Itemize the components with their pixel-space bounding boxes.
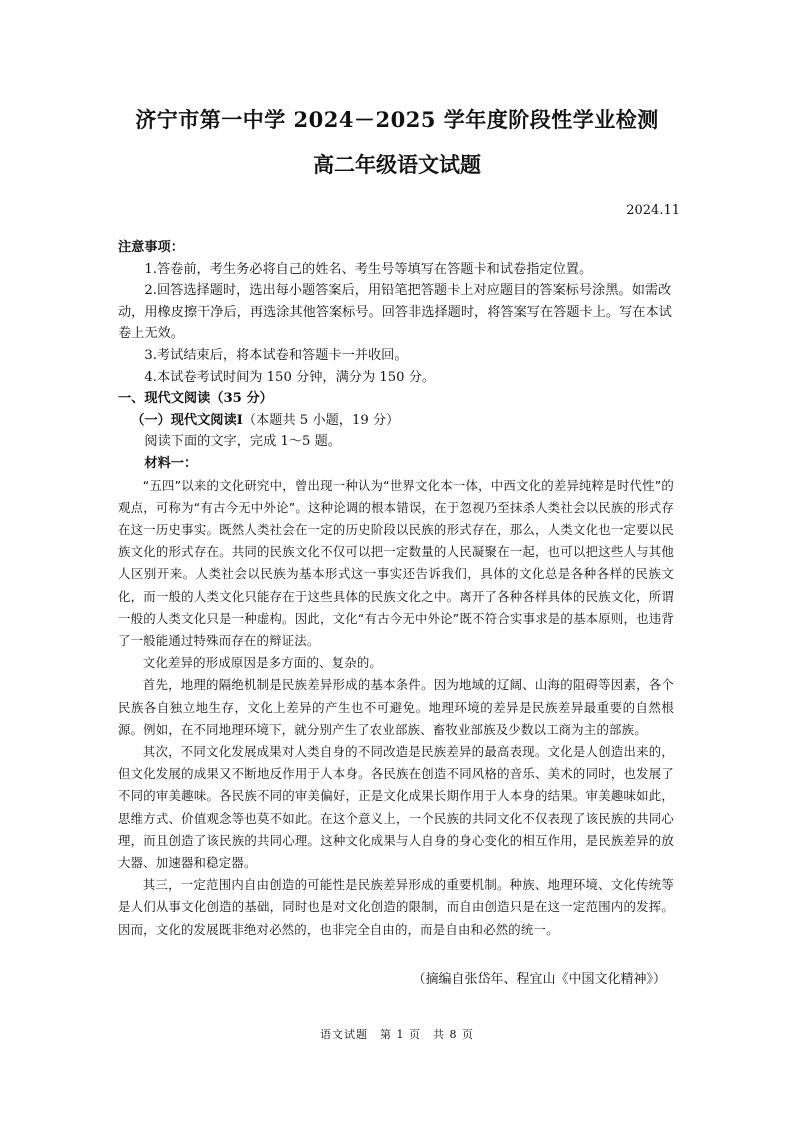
notice-item-4: 4.本试卷考试时间为 150 分钟，满分为 150 分。 xyxy=(144,369,436,385)
reading-paragraph-5: 其三，一定范围内自由创造的可能性是民族差异形成的重要机制。种族、地理环境、文化传统等是人们从事文化创造的基础，同时也是对文化创造的限制，而自由创造只是在这一定范围内的发挥。因而，文化的发展既非绝对必然的，也非完全自由的，而是自由和必然的统一。 xyxy=(118,877,674,937)
subsection-title: （一）现代文阅读Ⅰ xyxy=(131,412,243,428)
material-label: 材料一： xyxy=(144,455,198,471)
material-source: （摘编自张岱年、程宜山《中国文化精神》） xyxy=(412,972,666,987)
subsection-heading xyxy=(118,410,674,432)
reading-paragraph-4: 其次，不同文化发展成果对人类自身的不同改造是民族差异的最高表现。文化是人创造出来的，但文化发展的成果又不断地反作用于人本身。各民族在创造不同风格的音乐、美术的同时，也发展了不同的审美趣味。各民族不同的审美偏好，正是文化成果长期作用于人本身的结果。审美趣味如此，思维方式、价值观念等也莫不如此。在这个意义上，一个民族的共同文化不仅表现了该民族的共同心理，而且创造了该民族的共同心理。这种文化成果与人自身的身心变化的相互作用，是民族差异的放大器、加速器和稳定器。 xyxy=(118,743,674,870)
exam-date: 2024.11 xyxy=(626,203,680,218)
reading-instruction: 阅读下面的文字，完成 1～5 题。 xyxy=(144,434,341,450)
page-footer: 语文试题 第 1 页 共 8 页 xyxy=(320,1028,474,1041)
reading-paragraph-2: 文化差异的形成原因是多方面的、复杂的。 xyxy=(142,655,383,671)
reading-paragraph-3: 首先，地理的隔绝机制是民族差异形成的基本条件。因为地域的辽阔、山海的阻碍等因素，各个民族各自独立地生存，文化上差异的产生也不可避免。地理环境的差异是民族差异最重要的自然根源。例如，在不同地理环境下，就分别产生了农业部族、畜牧业部族及少数以工商为主的部族。 xyxy=(118,677,674,737)
notice-item-2: 2.回答选择题时，选出每小题答案后，用铅笔把答题卡上对应题目的答案标号涂黑。如需改动，用橡皮擦干净后，再选涂其他答案标号。回答非选择题时，将答案写在答题卡上。写在本试卷上无效。 xyxy=(118,283,672,342)
section-heading: 一、现代文阅读（35 分） xyxy=(118,391,273,407)
notice-item-3: 3.考试结束后，将本试卷和答题卡一并收回。 xyxy=(144,347,408,363)
notice-item-1: 1.答卷前，考生务必将自己的姓名、考生号等填写在答题卡和试卷指定位置。 xyxy=(144,261,593,277)
notice-heading: 注意事项： xyxy=(118,240,184,255)
subsection-note: （本题共 5 小题，19 分） xyxy=(242,412,400,428)
exam-subtitle: 高二年级语文试题 xyxy=(313,152,481,177)
exam-title: 济宁市第一中学 2024－2025 学年度阶段性学业检测 xyxy=(135,107,659,132)
reading-paragraph-1: “五四”以来的文化研究中，曾出现一种认为“世界文化本一体，中西文化的差异纯粹是时代性”的观点，可称为“有古今无中外论”。这种论调的根本错误，在于忽视乃至抹杀人类社会以民族的形式存在这一历史事实。既然人类社会在一定的历史阶段以民族的形式存在，那么，人类文化也一定要以民族文化的形式存在。共同的民族文化不仅可以把一定数量的人民凝聚在一起，也可以把这些人与其他人区别开来。人类社会以民族为基本形式这一事实还告诉我们，具体的文化总是各种各样的民族文化，而一般的人类文化只能存在于这些具体的民族文化之中。离开了各种各样具体的民族文化，所谓一般的人类文化只是一种虚构。因此，文化“有古今无中外论”既不符合实事求是的基本原则，也违背了一般能通过特殊而存在的辩证法。 xyxy=(118,477,674,648)
exam-content xyxy=(118,237,674,941)
